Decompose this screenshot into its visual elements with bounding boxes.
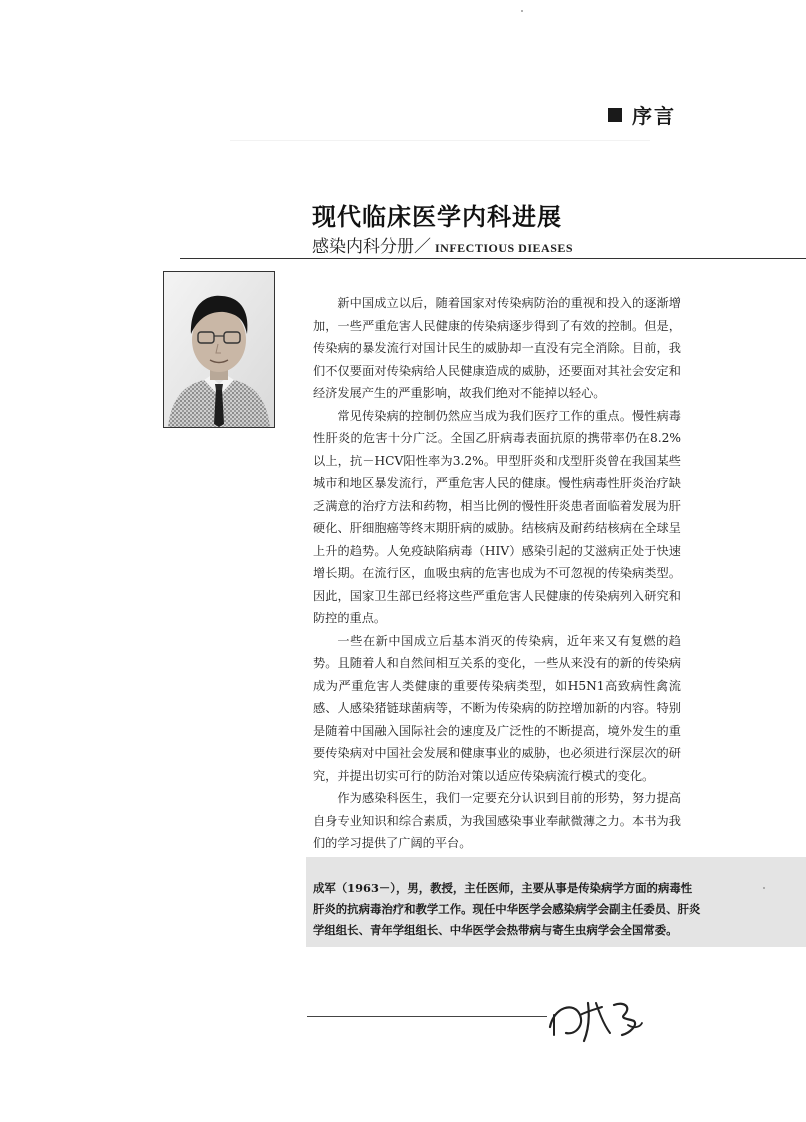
- title-divider: [180, 258, 806, 259]
- square-bullet-icon: [608, 108, 622, 122]
- author-portrait: [163, 271, 275, 428]
- subtitle-chinese: 感染内科分册: [312, 237, 414, 257]
- paragraph: 新中国成立以后，随着国家对传染病防治的重视和投入的逐渐增加，一些严重危害人民健康的传染病逐步得到了有效的控制。但是，传染病的暴发流行对国计民生的威胁却一直没有完全消除。目前，我们不仅要面对传染病给人民健康造成的威胁，还要面对其社会安定和经济发展产生的严重影响，故我们绝对不能掉以轻心。: [313, 296, 681, 400]
- paragraph: 常见传染病的控制仍然应当成为我们医疗工作的重点。慢性病毒性肝炎的危害十分广泛。全国乙肝病毒表面抗原的携带率仍在8.2%以上，抗－HCV阳性率为3.2%。甲型肝炎和戊型肝炎曾在我国某些城市和地区暴发流行，严重危害人民的健康。慢性病毒性肝炎治疗缺乏满意的治疗方法和药物，相当比例的慢性肝炎患者面临着发展为肝硬化、肝细胞癌等终末期肝病的威胁。结核病及耐药结核病在全球呈上升的趋势。人免疫缺陷病毒（HIV）感染引起的艾滋病正处于快速增长期。在流行区，血吸虫病的危害也成为不可忽视的传染病类型。因此，国家卫生部已经将这些严重危害人民健康的传染病列入研究和防控的重点。: [313, 408, 681, 625]
- handwritten-signature: [540, 985, 680, 1055]
- subtitle-english: INFECTIOUS DIEASES: [435, 241, 574, 255]
- scan-speck: [763, 887, 765, 889]
- bleed-through-artifact: [230, 140, 650, 171]
- section-heading-label: 序言: [632, 104, 676, 128]
- subtitle-separator: ／: [414, 237, 431, 257]
- portrait-image: [164, 272, 274, 427]
- scan-speck: [521, 10, 523, 12]
- book-subtitle: [312, 232, 573, 257]
- preface-body: [313, 292, 681, 855]
- author-bio: 成军（1963－），男，教授，主任医师，主要从事是传染病学方面的病毒性肝炎的抗病毒治疗和教学工作。现任中华医学会感染病学会副主任委员、肝炎学组组长、青年学组组长、中华医学会热带病与寄生虫病学会全国常委。: [313, 881, 701, 937]
- section-heading: [608, 100, 676, 129]
- signature-line: [307, 1016, 547, 1017]
- book-title: 现代临床医学内科进展: [312, 202, 562, 231]
- paragraph: 作为感染科医生，我们一定要充分认识到目前的形势，努力提高自身专业知识和综合素质，为我国感染事业奉献微薄之力。本书为我们的学习提供了广阔的平台。: [313, 791, 681, 850]
- paragraph: 一些在新中国成立后基本消灭的传染病，近年来又有复燃的趋势。且随着人和自然间相互关系的变化，一些从来没有的新的传染病成为严重危害人类健康的重要传染病类型，如H5N1高致病性禽流感、人感染猪链球菌病等，不断为传染病的防控增加新的内容。特别是随着中国融入国际社会的速度及广泛性的不断提高，境外发生的重要传染病对中国社会发展和健康事业的威胁，也必须进行深层次的研究，并提出切实可行的防治对策以适应传染病流行模式的变化。: [313, 633, 681, 783]
